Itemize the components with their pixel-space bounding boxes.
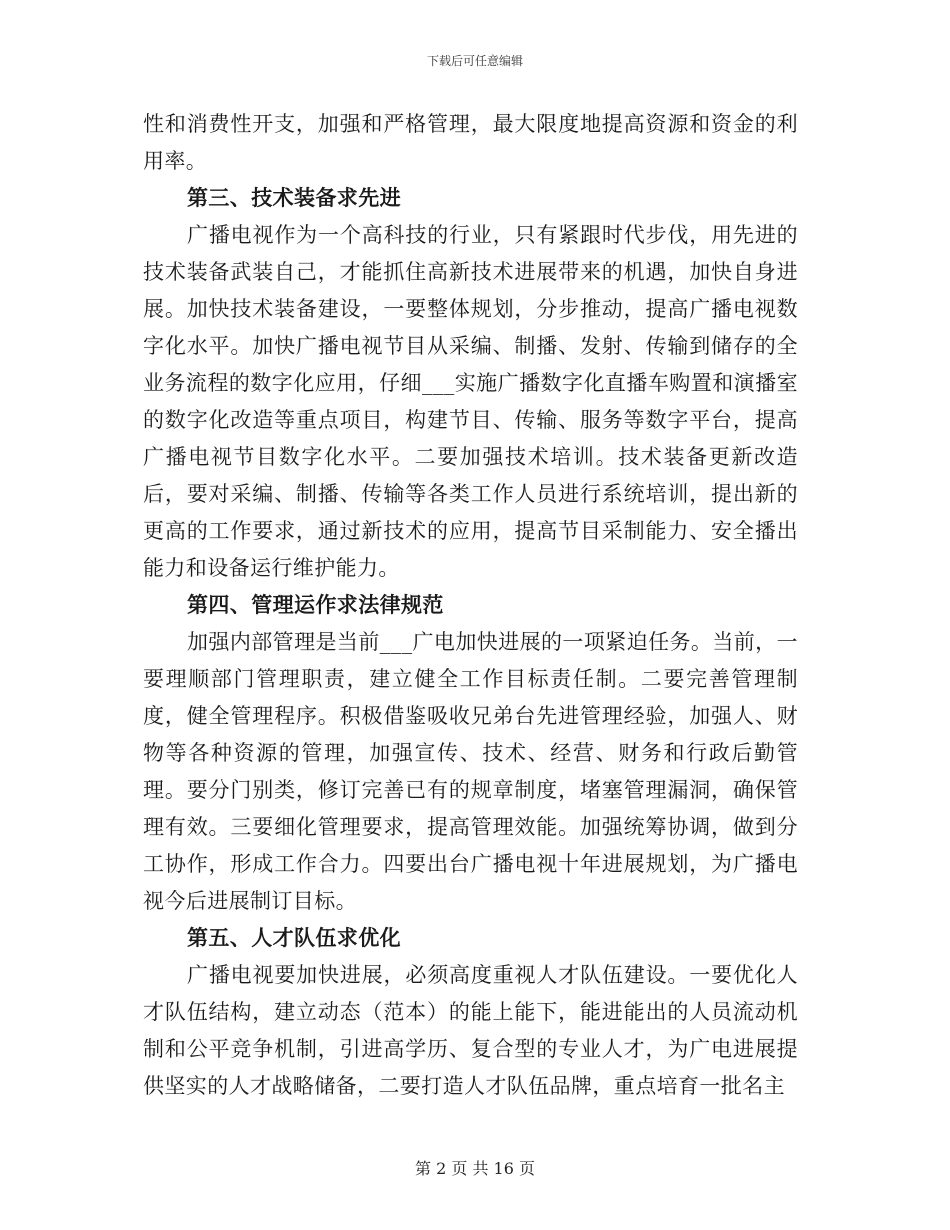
paragraph-tech-equipment: 广播电视作为一个高科技的行业，只有紧跟时代步伐，用先进的技术装备武装自己，才能抓住高新技术进展带来的机遇，加快自身进展。加快技术装备建设，一要整体规划，分步推动，提高广播电视数字化水平。加快广播电视节目从采编、制播、发射、传输到储存的全业务流程的数字化应用，仔细___实施广播数字化直播车购置和演播室的数字化改造等重点项目，构建节目、传输、服务等数字平台，提高广播电视节目数字化水平。二要加强技术培训。技术装备更新改造后，要对采编、制播、传输等各类工作人员进行系统培训，提出新的更高的工作要求，通过新技术的应用，提高节目采制能力、安全播出能力和设备运行维护能力。 xyxy=(143,223,798,580)
paragraph-continuation: 性和消费性开支，加强和严格管理，最大限度地提高资源和资金的利用率。 xyxy=(143,112,798,173)
section-heading-management: 第四、管理运作求法律规范 xyxy=(187,593,444,617)
section-heading-tech-equipment: 第三、技术装备求先进 xyxy=(187,186,401,210)
section-heading-talent: 第五、人才队伍求优化 xyxy=(187,926,401,950)
page-header: 下载后可任意编辑 xyxy=(426,54,523,68)
paragraph-management: 加强内部管理是当前___广电加快进展的一项紧迫任务。当前，一要理顺部门管理职责，建立健全工作目标责任制。二要完善管理制度，健全管理程序。积极借鉴吸收兄弟台先进管理经验，加强人、财物等各种资源的管理，加强宣传、技术、经营、财务和行政后勤管理。要分门别类，修订完善已有的规章制度，堵塞管理漏洞，确保管理有效。三要细化管理要求，提高管理效能。加强统筹协调，做到分工协作，形成工作合力。四要出台广播电视十年进展规划，为广播电视今后进展制订目标。 xyxy=(143,630,798,913)
document-body xyxy=(143,106,798,1105)
page-number-footer: 第 2 页 共 16 页 xyxy=(415,1159,535,1178)
paragraph-talent: 广播电视要加快进展，必须高度重视人才队伍建设。一要优化人才队伍结构，建立动态（范本）的能上能下，能进能出的人员流动机制和公平竞争机制，引进高学历、复合型的专业人才，为广电进展提供坚实的人才战略储备，二要打造人才队伍品牌，重点培育一批名主 xyxy=(143,963,798,1098)
